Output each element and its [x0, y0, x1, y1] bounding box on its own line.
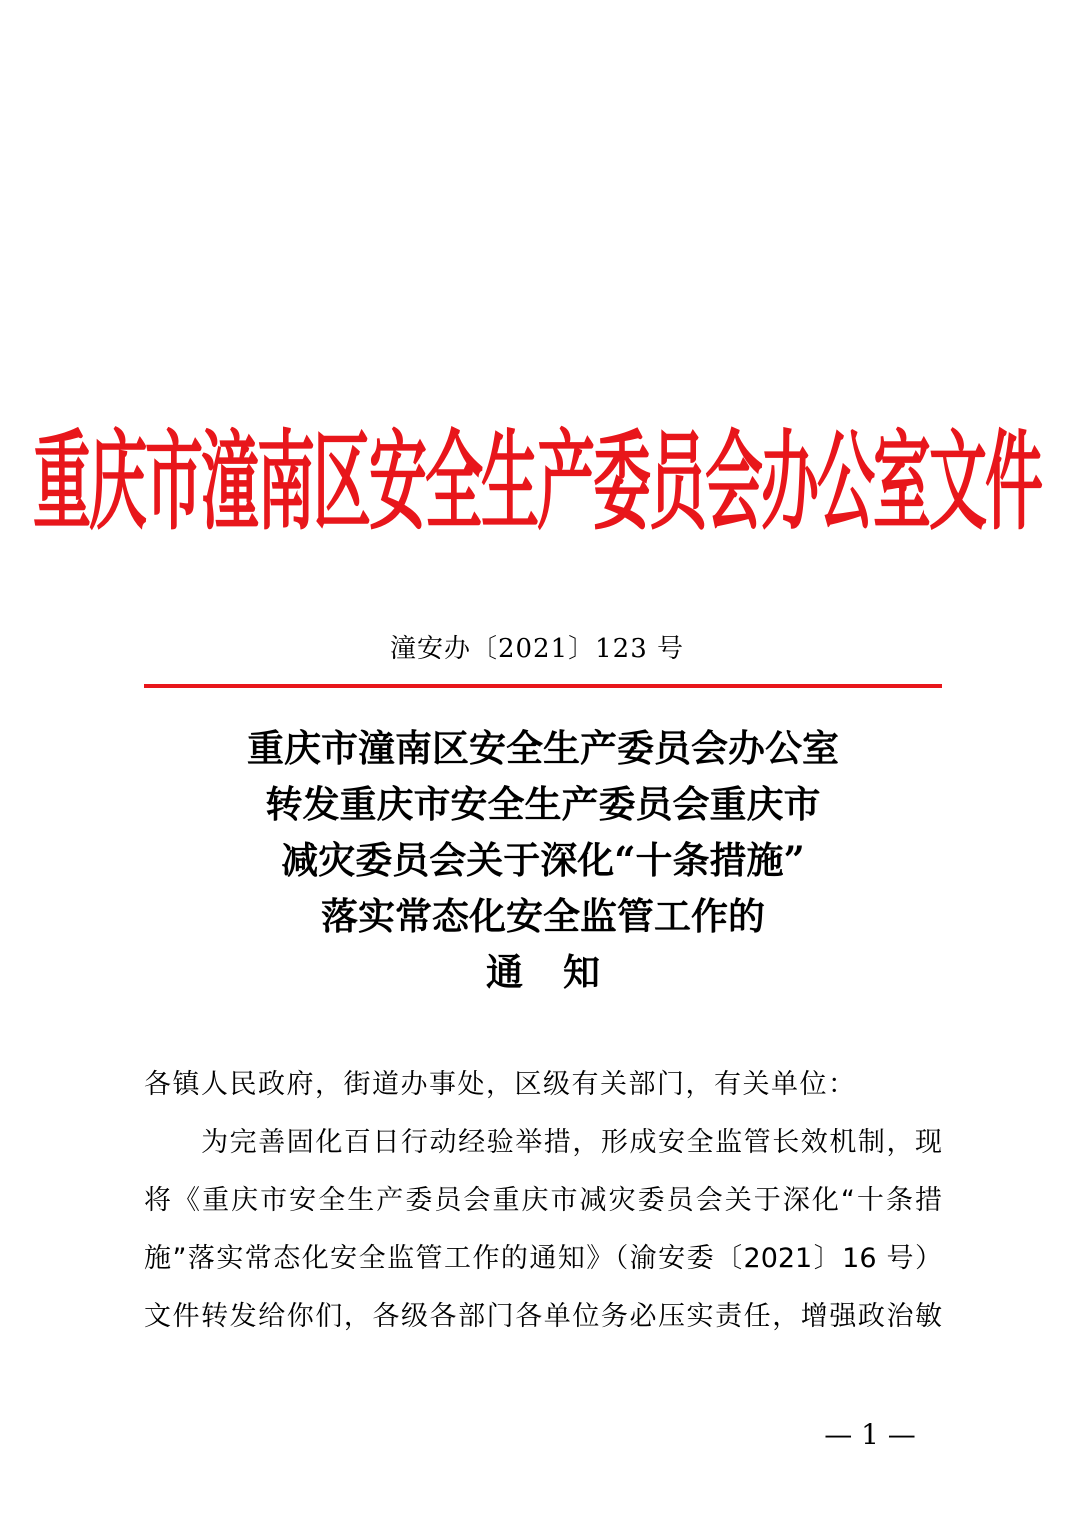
document-number: 潼安办〔2021〕123 号: [389, 634, 685, 664]
page-number: — 1 —: [824, 1418, 916, 1451]
masthead-title: 重庆市潼南区安全生产委员会办公室文件: [33, 419, 1042, 546]
title-line: 重庆市潼南区安全生产委员会办公室: [247, 726, 839, 770]
masthead: [33, 408, 1042, 546]
title-line: 转发重庆市安全生产委员会重庆市: [265, 782, 821, 826]
title-line: 落实常态化安全监管工作的: [321, 894, 765, 938]
salutation: 各镇人民政府，街道办事处，区级有关部门，有关单位：: [144, 1069, 857, 1100]
body-line: 施”落实常态化安全监管工作的通知》（渝安委〔2021〕16 号）: [144, 1243, 942, 1274]
body-line: 文件转发给你们，各级各部门各单位务必压实责任，增强政治敏: [144, 1301, 942, 1332]
body-line: 为完善固化百日行动经验举措，形成安全监管长效机制，现: [144, 1127, 942, 1158]
red-divider-line: [144, 684, 942, 688]
document-body: [144, 1056, 942, 1346]
title-notice: 通知: [486, 950, 640, 994]
document-title: [144, 720, 942, 1000]
body-line: 将《重庆市安全生产委员会重庆市减灾委员会关于深化“十条措: [144, 1185, 942, 1216]
title-line: 减灾委员会关于深化“十条措施”: [281, 838, 805, 882]
